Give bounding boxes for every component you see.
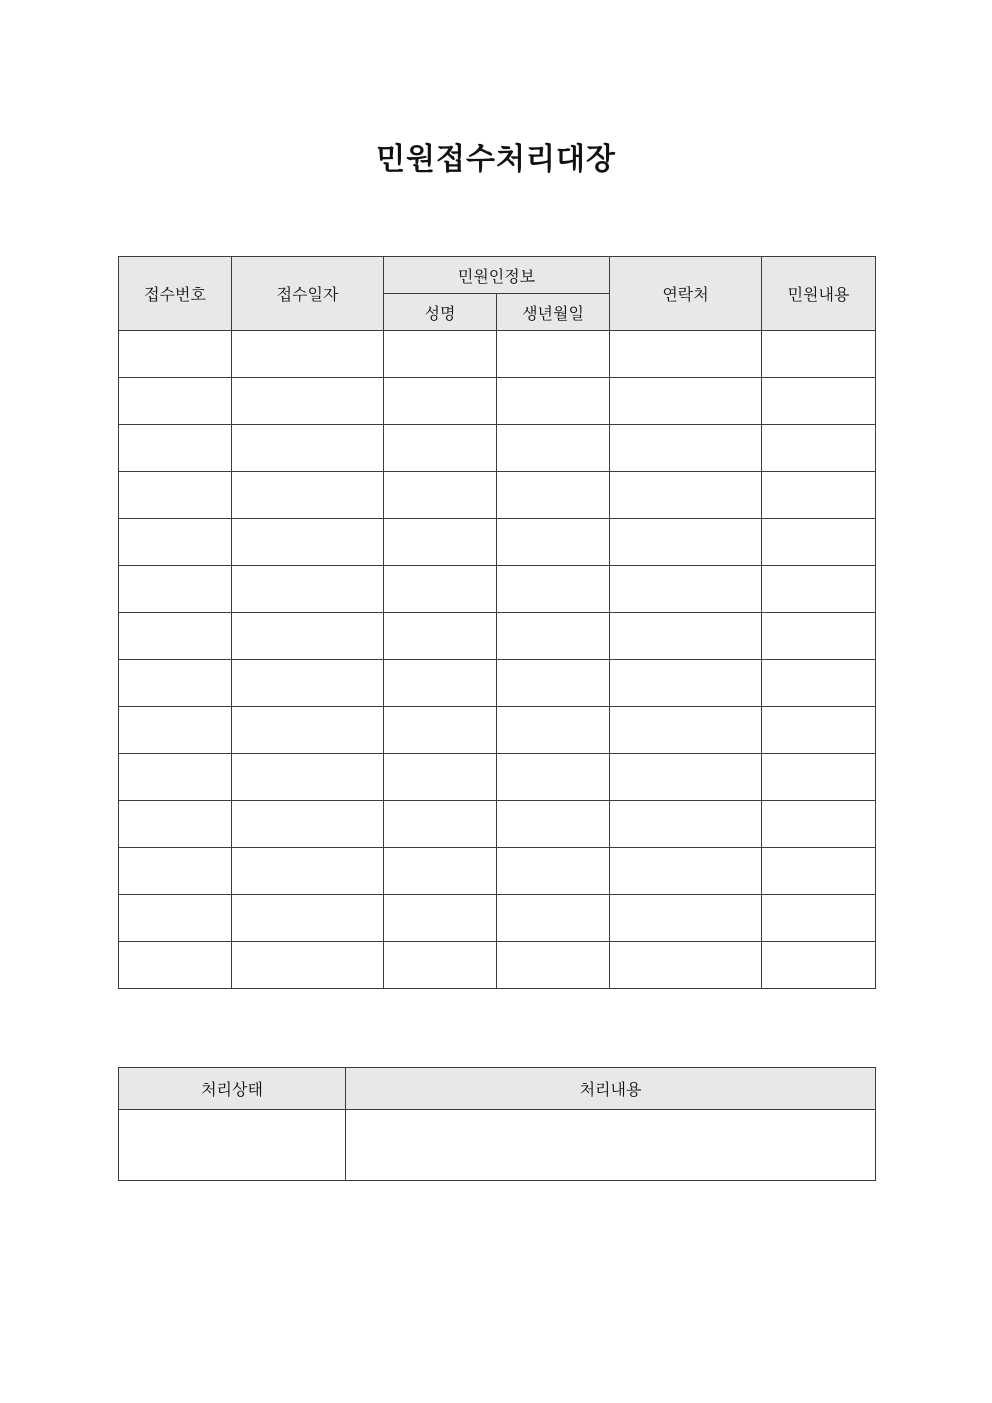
- cell-name[interactable]: [384, 660, 497, 707]
- cell-birth-date[interactable]: [497, 754, 610, 801]
- cell-receipt-number[interactable]: [119, 895, 232, 942]
- cell-receipt-number[interactable]: [119, 519, 232, 566]
- cell-name[interactable]: [384, 707, 497, 754]
- cell-contact[interactable]: [610, 895, 762, 942]
- cell-contact[interactable]: [610, 660, 762, 707]
- cell-contact[interactable]: [610, 519, 762, 566]
- cell-contact[interactable]: [610, 848, 762, 895]
- cell-complaint-content[interactable]: [762, 707, 876, 754]
- cell-name[interactable]: [384, 378, 497, 425]
- cell-receipt-number[interactable]: [119, 331, 232, 378]
- header-complaint-content: 민원내용: [762, 257, 876, 331]
- table-row: [119, 566, 876, 613]
- cell-birth-date[interactable]: [497, 472, 610, 519]
- table-row: [119, 519, 876, 566]
- cell-contact[interactable]: [610, 801, 762, 848]
- cell-complaint-content[interactable]: [762, 801, 876, 848]
- cell-receipt-number[interactable]: [119, 472, 232, 519]
- cell-birth-date[interactable]: [497, 566, 610, 613]
- cell-receipt-date[interactable]: [232, 472, 384, 519]
- table-row: [119, 472, 876, 519]
- cell-receipt-date[interactable]: [232, 519, 384, 566]
- cell-contact[interactable]: [610, 613, 762, 660]
- cell-name[interactable]: [384, 472, 497, 519]
- header-receipt-number: 접수번호: [119, 257, 232, 331]
- table-row: [119, 895, 876, 942]
- cell-receipt-date[interactable]: [232, 801, 384, 848]
- header-receipt-date: 접수일자: [232, 257, 384, 331]
- cell-name[interactable]: [384, 331, 497, 378]
- complaint-register-table: [118, 256, 876, 989]
- table-row: [119, 754, 876, 801]
- cell-receipt-number[interactable]: [119, 754, 232, 801]
- cell-birth-date[interactable]: [497, 707, 610, 754]
- table-row: [119, 613, 876, 660]
- header-processing-details: 처리내용: [346, 1068, 876, 1110]
- page-title: 민원접수처리대장: [376, 142, 616, 177]
- cell-name[interactable]: [384, 754, 497, 801]
- processing-status-cell[interactable]: [119, 1110, 346, 1181]
- table-row: [119, 707, 876, 754]
- cell-contact[interactable]: [610, 566, 762, 613]
- cell-birth-date[interactable]: [497, 613, 610, 660]
- cell-contact[interactable]: [610, 754, 762, 801]
- header-birth-date: 생년월일: [497, 294, 610, 331]
- cell-receipt-date[interactable]: [232, 378, 384, 425]
- cell-complaint-content[interactable]: [762, 660, 876, 707]
- table-row: [119, 425, 876, 472]
- cell-receipt-number[interactable]: [119, 848, 232, 895]
- cell-receipt-number[interactable]: [119, 613, 232, 660]
- status-row: [119, 1110, 876, 1181]
- cell-contact[interactable]: [610, 331, 762, 378]
- cell-name[interactable]: [384, 425, 497, 472]
- cell-receipt-number[interactable]: [119, 378, 232, 425]
- cell-birth-date[interactable]: [497, 801, 610, 848]
- cell-receipt-number[interactable]: [119, 707, 232, 754]
- cell-receipt-date[interactable]: [232, 425, 384, 472]
- cell-receipt-number[interactable]: [119, 425, 232, 472]
- cell-birth-date[interactable]: [497, 378, 610, 425]
- cell-birth-date[interactable]: [497, 848, 610, 895]
- cell-complaint-content[interactable]: [762, 378, 876, 425]
- cell-name[interactable]: [384, 848, 497, 895]
- cell-complaint-content[interactable]: [762, 613, 876, 660]
- table-row: [119, 942, 876, 989]
- cell-receipt-date[interactable]: [232, 895, 384, 942]
- cell-contact[interactable]: [610, 942, 762, 989]
- header-applicant-info: 민원인정보: [384, 257, 610, 294]
- table-row: [119, 331, 876, 378]
- cell-contact[interactable]: [610, 472, 762, 519]
- cell-complaint-content[interactable]: [762, 331, 876, 378]
- cell-birth-date[interactable]: [497, 895, 610, 942]
- cell-birth-date[interactable]: [497, 331, 610, 378]
- cell-name[interactable]: [384, 566, 497, 613]
- cell-receipt-date[interactable]: [232, 848, 384, 895]
- cell-name[interactable]: [384, 519, 497, 566]
- cell-name[interactable]: [384, 613, 497, 660]
- cell-receipt-date[interactable]: [232, 707, 384, 754]
- cell-complaint-content[interactable]: [762, 566, 876, 613]
- cell-birth-date[interactable]: [497, 942, 610, 989]
- cell-complaint-content[interactable]: [762, 519, 876, 566]
- cell-receipt-date[interactable]: [232, 942, 384, 989]
- header-name: 성명: [384, 294, 497, 331]
- table-row: [119, 848, 876, 895]
- cell-receipt-number[interactable]: [119, 566, 232, 613]
- cell-receipt-date[interactable]: [232, 660, 384, 707]
- cell-receipt-number[interactable]: [119, 660, 232, 707]
- cell-complaint-content[interactable]: [762, 895, 876, 942]
- header-processing-status: 처리상태: [119, 1068, 346, 1110]
- cell-receipt-date[interactable]: [232, 754, 384, 801]
- processing-status-table: [118, 1067, 876, 1181]
- cell-name[interactable]: [384, 801, 497, 848]
- status-table-header: [119, 1068, 876, 1110]
- cell-complaint-content[interactable]: [762, 425, 876, 472]
- cell-complaint-content[interactable]: [762, 754, 876, 801]
- cell-receipt-number[interactable]: [119, 801, 232, 848]
- cell-contact[interactable]: [610, 707, 762, 754]
- table-row: [119, 378, 876, 425]
- cell-contact[interactable]: [610, 378, 762, 425]
- status-table-body: [119, 1110, 876, 1181]
- table-row: [119, 801, 876, 848]
- cell-receipt-number[interactable]: [119, 942, 232, 989]
- cell-contact[interactable]: [610, 425, 762, 472]
- cell-complaint-content[interactable]: [762, 942, 876, 989]
- cell-receipt-date[interactable]: [232, 613, 384, 660]
- processing-details-cell[interactable]: [346, 1110, 876, 1181]
- register-table-header: [119, 257, 876, 331]
- cell-receipt-date[interactable]: [232, 566, 384, 613]
- cell-name[interactable]: [384, 895, 497, 942]
- header-contact: 연락처: [610, 257, 762, 331]
- register-table-body: [119, 331, 876, 989]
- cell-birth-date[interactable]: [497, 519, 610, 566]
- cell-complaint-content[interactable]: [762, 472, 876, 519]
- cell-birth-date[interactable]: [497, 425, 610, 472]
- cell-complaint-content[interactable]: [762, 848, 876, 895]
- table-row: [119, 660, 876, 707]
- cell-birth-date[interactable]: [497, 660, 610, 707]
- cell-name[interactable]: [384, 942, 497, 989]
- cell-receipt-date[interactable]: [232, 331, 384, 378]
